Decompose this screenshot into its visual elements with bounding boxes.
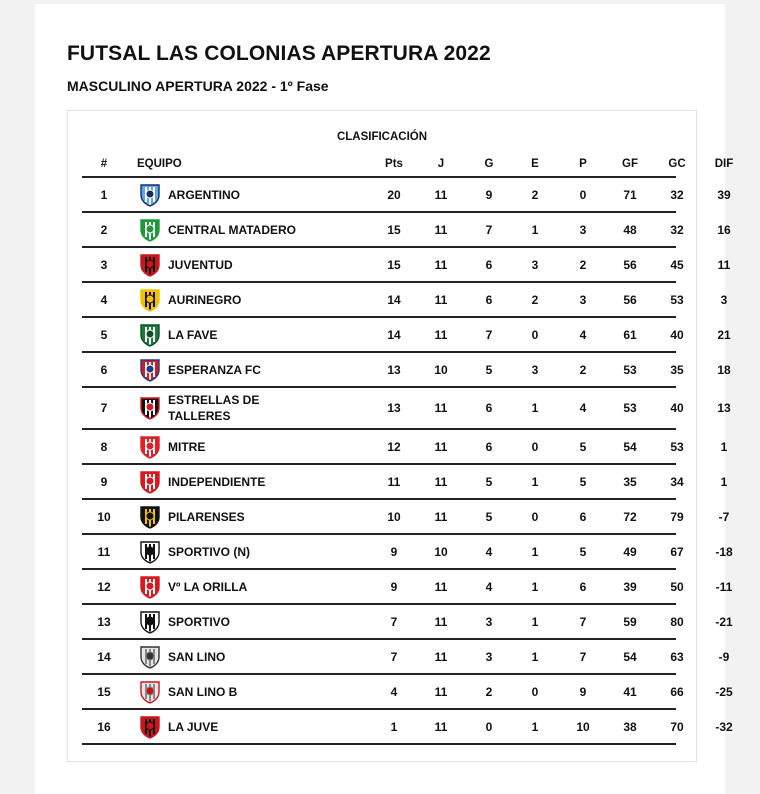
cell-position: 16	[97, 719, 111, 734]
cell-lost: 7	[579, 614, 587, 629]
cell-drawn: 1	[531, 544, 539, 559]
cell-drawn: 0	[531, 439, 539, 454]
aurinegro-crest-icon	[138, 288, 162, 312]
cell-drawn: 1	[531, 401, 539, 415]
header-team[interactable]: EQUIPO	[137, 157, 182, 170]
standings-table	[67, 110, 734, 762]
crest-cell	[137, 248, 163, 281]
cell-played: 11	[434, 509, 448, 524]
cell-position: 6	[100, 362, 108, 377]
cell-team-name[interactable]: SPORTIVO	[168, 614, 231, 629]
cell-lost: 2	[579, 257, 587, 272]
cell-lost: 6	[579, 509, 587, 524]
cell-goal-difference: -9	[718, 649, 730, 664]
cell-goals-against: 70	[670, 719, 684, 734]
header-goals-against[interactable]: GC	[668, 157, 686, 170]
cell-won: 3	[485, 649, 493, 664]
cell-goals-for: 38	[623, 719, 637, 734]
cell-won: 9	[485, 187, 493, 202]
table-row[interactable]	[82, 640, 730, 675]
crest-cell	[137, 605, 163, 638]
cell-points: 11	[387, 474, 401, 489]
cell-points: 9	[390, 544, 398, 559]
cell-points: 4	[390, 684, 398, 699]
cell-position: 9	[100, 474, 108, 489]
crest-cell	[137, 640, 163, 673]
cell-goals-against: 53	[670, 292, 684, 307]
cell-team-name[interactable]: CENTRAL MATADERO	[168, 222, 296, 237]
cell-drawn: 1	[531, 222, 539, 237]
table-row[interactable]	[82, 178, 731, 213]
cell-goals-against: 34	[670, 474, 684, 489]
cell-goals-for: 61	[623, 327, 637, 342]
crest-cell	[137, 213, 163, 246]
cell-won: 5	[485, 474, 493, 489]
cell-won: 7	[485, 222, 493, 237]
crest-cell	[137, 353, 163, 386]
cell-goals-for: 53	[623, 362, 637, 377]
cell-goals-for: 56	[623, 257, 637, 272]
cell-goal-difference: -21	[715, 614, 733, 629]
cell-goal-difference: -11	[715, 579, 733, 594]
cell-played: 11	[434, 649, 448, 664]
crest-cell	[137, 570, 163, 603]
cell-position: 15	[97, 684, 111, 699]
cell-goal-difference: -18	[715, 544, 733, 559]
cell-drawn: 1	[531, 474, 539, 489]
cell-points: 20	[387, 187, 401, 202]
cell-played: 11	[434, 474, 448, 489]
table-body	[82, 178, 733, 745]
header-points[interactable]: Pts	[385, 157, 403, 170]
cell-team-name[interactable]: PILARENSES	[168, 509, 245, 524]
villa-la-orilla-crest-icon	[138, 575, 162, 599]
cell-played: 11	[434, 222, 448, 237]
cell-goals-against: 35	[670, 362, 684, 377]
cell-team-name[interactable]: LA JUVE	[168, 719, 219, 734]
header-lost[interactable]: P	[579, 157, 587, 170]
cell-goal-difference: 39	[717, 187, 731, 202]
cell-drawn: 1	[531, 649, 539, 664]
cell-points: 7	[390, 614, 398, 629]
cell-position: 12	[97, 579, 111, 594]
table-row[interactable]	[82, 570, 733, 605]
cell-goals-for: 35	[623, 474, 637, 489]
cell-drawn: 1	[531, 719, 539, 734]
cell-goal-difference: 13	[717, 401, 731, 415]
cell-played: 11	[434, 257, 448, 272]
cell-points: 12	[387, 439, 401, 454]
cell-team-name[interactable]: AURINEGRO	[168, 292, 242, 307]
crest-cell	[137, 535, 163, 568]
cell-lost: 7	[579, 649, 587, 664]
table-row[interactable]	[82, 388, 731, 430]
cell-goal-difference: 11	[717, 257, 731, 272]
cell-points: 13	[387, 401, 401, 415]
cell-lost: 4	[579, 401, 587, 415]
cell-won: 0	[485, 719, 493, 734]
header-drawn[interactable]: E	[531, 157, 539, 170]
cell-position: 3	[100, 257, 108, 272]
header-won[interactable]: G	[484, 157, 494, 170]
table-row[interactable]	[82, 430, 728, 465]
cell-team-name[interactable]: ESTRELLAS DE TALLERES	[168, 393, 260, 423]
cell-points: 14	[387, 292, 401, 307]
page-title: FUTSAL LAS COLONIAS APERTURA 2022	[67, 42, 491, 65]
cell-played: 11	[434, 401, 448, 415]
cell-goals-for: 54	[623, 439, 637, 454]
cell-team-name[interactable]: ESPERANZA FC	[168, 362, 261, 377]
san-lino-crest-icon	[138, 645, 162, 669]
cell-goals-against: 79	[670, 509, 684, 524]
cell-lost: 5	[579, 544, 587, 559]
cell-lost: 3	[579, 222, 587, 237]
crest-cell	[137, 178, 163, 211]
cell-won: 6	[485, 257, 493, 272]
cell-position: 4	[100, 292, 108, 307]
cell-goals-for: 54	[623, 649, 637, 664]
header-played[interactable]: J	[437, 157, 445, 170]
independiente-crest-icon	[138, 470, 162, 494]
table-header-row	[82, 151, 734, 178]
table-row[interactable]	[82, 318, 731, 353]
crest-cell	[137, 500, 163, 533]
sportivo-n-crest-icon	[138, 540, 162, 564]
cell-played: 11	[434, 719, 448, 734]
table-row[interactable]	[82, 248, 731, 283]
argentino-crest-icon	[138, 183, 162, 207]
cell-team-name[interactable]: SAN LINO	[168, 649, 226, 664]
cell-goals-for: 72	[623, 509, 637, 524]
cell-won: 5	[485, 509, 493, 524]
table-row[interactable]	[82, 213, 731, 248]
crest-cell	[137, 710, 163, 743]
cell-team-name[interactable]: LA FAVE	[168, 327, 218, 342]
cell-goals-against: 63	[670, 649, 684, 664]
cell-points: 15	[387, 222, 401, 237]
cell-lost: 6	[579, 579, 587, 594]
cell-team-name[interactable]: JUVENTUD	[168, 257, 233, 272]
cell-drawn: 3	[531, 362, 539, 377]
header-position[interactable]: #	[100, 157, 108, 170]
cell-played: 10	[434, 544, 448, 559]
cell-team-name[interactable]: MITRE	[168, 439, 206, 454]
content-card	[35, 4, 734, 794]
cell-team-name[interactable]: ARGENTINO	[168, 187, 240, 202]
cell-points: 15	[387, 257, 401, 272]
cell-played: 11	[434, 187, 448, 202]
cell-goals-against: 32	[670, 222, 684, 237]
cell-drawn: 0	[531, 684, 539, 699]
cell-won: 5	[485, 362, 493, 377]
table-row[interactable]	[82, 465, 728, 500]
cell-goal-difference: 21	[717, 327, 731, 342]
cell-played: 11	[434, 439, 448, 454]
cell-won: 2	[485, 684, 493, 699]
cell-drawn: 1	[531, 614, 539, 629]
table-row[interactable]	[82, 283, 728, 318]
cell-goal-difference: 1	[720, 474, 728, 489]
cell-goal-difference: 3	[720, 292, 728, 307]
cell-lost: 10	[576, 719, 590, 734]
estrellas-de-talleres-crest-icon	[138, 396, 162, 420]
central-matadero-crest-icon	[138, 218, 162, 242]
cell-goals-against: 40	[670, 327, 684, 342]
table-caption: CLASIFICACIÓN	[336, 131, 428, 143]
cell-position: 7	[100, 401, 108, 415]
cell-goal-difference: 16	[717, 222, 731, 237]
crest-cell	[137, 318, 163, 351]
table-row[interactable]	[82, 710, 733, 745]
cell-goal-difference: 18	[717, 362, 731, 377]
pilarenses-crest-icon	[138, 505, 162, 529]
cell-goal-difference: 1	[720, 439, 728, 454]
cell-won: 3	[485, 614, 493, 629]
table-row[interactable]	[82, 535, 733, 570]
cell-goals-against: 66	[670, 684, 684, 699]
cell-goals-against: 50	[670, 579, 684, 594]
cell-won: 7	[485, 327, 493, 342]
cell-goal-difference: -7	[718, 509, 730, 524]
cell-drawn: 0	[531, 327, 539, 342]
la-fave-crest-icon	[138, 323, 162, 347]
cell-played: 11	[434, 579, 448, 594]
cell-points: 1	[390, 719, 398, 734]
cell-lost: 5	[579, 439, 587, 454]
cell-goals-against: 80	[670, 614, 684, 629]
cell-position: 1	[100, 187, 108, 202]
cell-goals-against: 45	[670, 257, 684, 272]
cell-goals-for: 53	[623, 401, 637, 415]
cell-drawn: 2	[531, 292, 539, 307]
table-row[interactable]	[82, 353, 731, 388]
page-subtitle: MASCULINO APERTURA 2022 - 1º Fase	[67, 78, 329, 94]
cell-played: 11	[434, 614, 448, 629]
cell-played: 11	[434, 292, 448, 307]
cell-won: 4	[485, 544, 493, 559]
cell-goals-for: 49	[623, 544, 637, 559]
cell-goals-for: 71	[623, 187, 637, 202]
cell-goal-difference: -32	[715, 719, 733, 734]
cell-team-name[interactable]: SAN LINO B	[168, 684, 238, 699]
cell-points: 10	[387, 509, 401, 524]
crest-cell	[137, 388, 163, 428]
table-row[interactable]	[82, 675, 733, 710]
cell-points: 7	[390, 649, 398, 664]
cell-lost: 5	[579, 474, 587, 489]
cell-position: 13	[97, 614, 111, 629]
cell-won: 6	[485, 292, 493, 307]
cell-team-name[interactable]: INDEPENDIENTE	[168, 474, 266, 489]
cell-position: 14	[97, 649, 111, 664]
crest-cell	[137, 675, 163, 708]
cell-team-name[interactable]: Vº LA ORILLA	[168, 579, 248, 594]
cell-drawn: 1	[531, 579, 539, 594]
cell-position: 10	[97, 509, 111, 524]
cell-points: 14	[387, 327, 401, 342]
cell-lost: 9	[579, 684, 587, 699]
cell-team-name[interactable]: SPORTIVO (N)	[168, 544, 251, 559]
cell-points: 13	[387, 362, 401, 377]
header-goals-for[interactable]: GF	[622, 157, 638, 170]
crest-cell	[137, 465, 163, 498]
cell-goals-against: 40	[670, 401, 684, 415]
cell-lost: 3	[579, 292, 587, 307]
cell-position: 11	[97, 544, 111, 559]
cell-goals-for: 59	[623, 614, 637, 629]
header-goal-difference[interactable]: DIF	[714, 157, 734, 170]
san-lino-b-crest-icon	[138, 680, 162, 704]
la-juve-crest-icon	[138, 715, 162, 739]
cell-goals-for: 56	[623, 292, 637, 307]
cell-drawn: 0	[531, 509, 539, 524]
cell-played: 10	[434, 362, 448, 377]
cell-lost: 0	[579, 187, 587, 202]
cell-position: 5	[100, 327, 108, 342]
cell-won: 6	[485, 401, 493, 415]
cell-points: 9	[390, 579, 398, 594]
table-row[interactable]	[82, 500, 730, 535]
cell-goals-against: 67	[670, 544, 684, 559]
sportivo-crest-icon	[138, 610, 162, 634]
juventud-crest-icon	[138, 253, 162, 277]
cell-position: 2	[100, 222, 108, 237]
cell-won: 4	[485, 579, 493, 594]
cell-played: 11	[434, 327, 448, 342]
cell-goals-for: 48	[623, 222, 637, 237]
esperanza-fc-crest-icon	[138, 358, 162, 382]
cell-drawn: 3	[531, 257, 539, 272]
cell-lost: 2	[579, 362, 587, 377]
cell-position: 8	[100, 439, 108, 454]
table-row[interactable]	[82, 605, 733, 640]
cell-lost: 4	[579, 327, 587, 342]
cell-goals-for: 41	[623, 684, 637, 699]
crest-cell	[137, 283, 163, 316]
cell-goals-against: 32	[670, 187, 684, 202]
cell-goals-for: 39	[623, 579, 637, 594]
cell-won: 6	[485, 439, 493, 454]
mitre-crest-icon	[138, 435, 162, 459]
cell-goals-against: 53	[670, 439, 684, 454]
cell-played: 11	[434, 684, 448, 699]
cell-goal-difference: -25	[715, 684, 733, 699]
cell-drawn: 2	[531, 187, 539, 202]
crest-cell	[137, 430, 163, 463]
